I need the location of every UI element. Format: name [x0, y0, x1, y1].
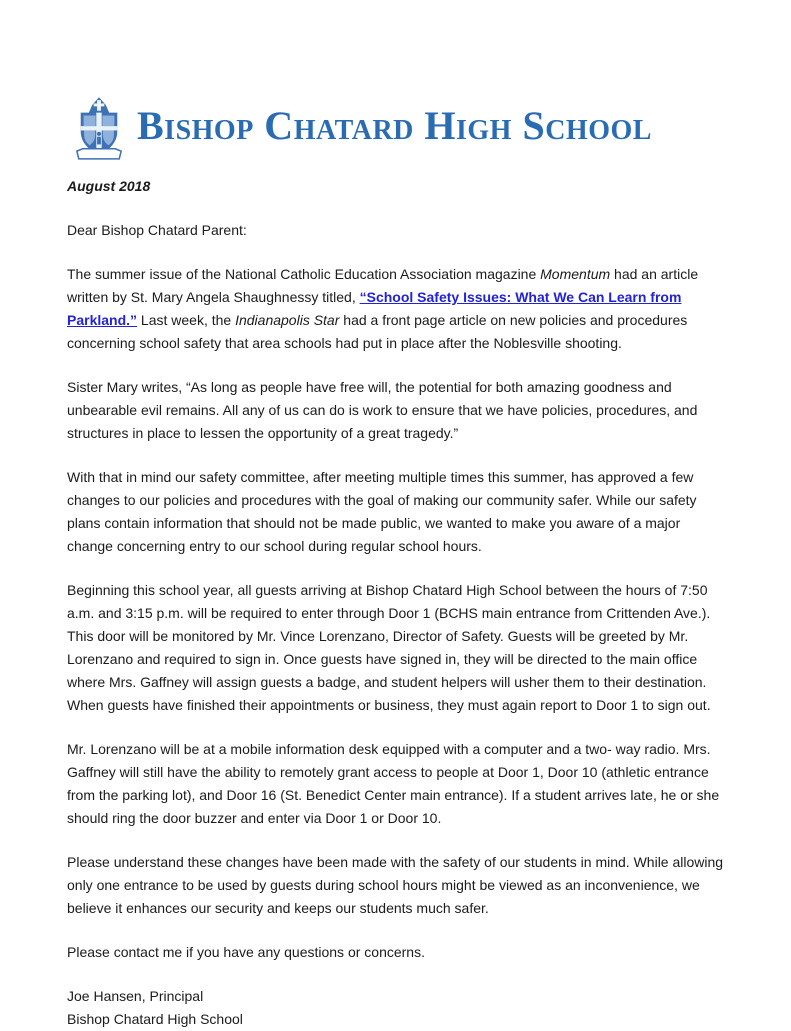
paragraph-safety-committee: With that in mind our safety committee, after meeting multiple times this summer, has approved a few changes to our policies and procedures with the goal of making our community safer. While our safety plans contain information that should not be made public, we wanted to make you aware of a major change concerning entry to our school during regular school hours.	[67, 469, 697, 554]
paragraph-text: The summer issue of the National Catholic Education Association magazine	[67, 266, 541, 282]
newspaper-title: Indianapolis Star	[235, 312, 340, 328]
signature-block	[67, 985, 725, 1031]
letter-date: August 2018	[67, 178, 151, 194]
signature-name: Joe Hansen, Principal	[67, 988, 204, 1004]
paragraph-door-access: Mr. Lorenzano will be at a mobile information desk equipped with a computer and a two- way radio. Mrs. Gaffney will still have the ability to remotely grant access to people at Door 1, Door 10 (athletic entrance from the parking lot), and Door 16 (St. Benedict Center main entrance). If a student arrives late, he or she should ring the door buzzer and enter via Door 1 or Door 10.	[67, 741, 720, 826]
paragraph-text: Last week, the	[137, 312, 236, 328]
magazine-title: Momentum	[540, 266, 611, 282]
letter-body	[67, 175, 725, 1031]
letterhead	[73, 97, 725, 161]
salutation: Dear Bishop Chatard Parent:	[67, 222, 247, 238]
paragraph-contact: Please contact me if you have any questions or concerns.	[67, 944, 425, 960]
school-name-title: Bishop Chatard High School	[137, 103, 652, 148]
paragraph-understanding: Please understand these changes have been made with the safety of our students in mind. While allowing only one entrance to be used by guests during school hours might be viewed as an inconvenience, we believe it enhances our security and keeps our students much safer.	[67, 854, 724, 916]
school-crest-icon	[73, 97, 125, 161]
paragraph-article-intro	[67, 263, 725, 355]
paragraph-text: had an article written by St. Mary Angela Shaughnessy titled,	[67, 266, 699, 305]
school-safety-article-link[interactable]: “School Safety Issues: What We Can Learn from Parkland.”	[67, 289, 682, 328]
paragraph-sister-mary-quote: Sister Mary writes, “As long as people have free will, the potential for both amazing goodness and unbearable evil remains. All any of us can do is work to ensure that we have policies, procedures, and structures in place to lessen the opportunity of a great tragedy.”	[67, 379, 698, 441]
paragraph-text: had a front page article on new policies and procedures concerning school safety that area schools had put in place after the Noblesville shooting.	[67, 312, 688, 351]
signature-school: Bishop Chatard High School	[67, 1011, 243, 1027]
paragraph-entry-procedure: Beginning this school year, all guests arriving at Bishop Chatard High School between the hours of 7:50 a.m. and 3:15 p.m. will be required to enter through Door 1 (BCHS main entrance from Crittenden Ave.). This door will be monitored by Mr. Vince Lorenzano, Director of Safety. Guests will be greeted by Mr. Lorenzano and required to sign in. Once guests have signed in, they will be directed to the main office where Mrs. Gaffney will assign guests a badge, and student helpers will usher them to their destination. When guests have finished their appointments or business, they must again report to Door 1 to sign out.	[67, 582, 711, 713]
